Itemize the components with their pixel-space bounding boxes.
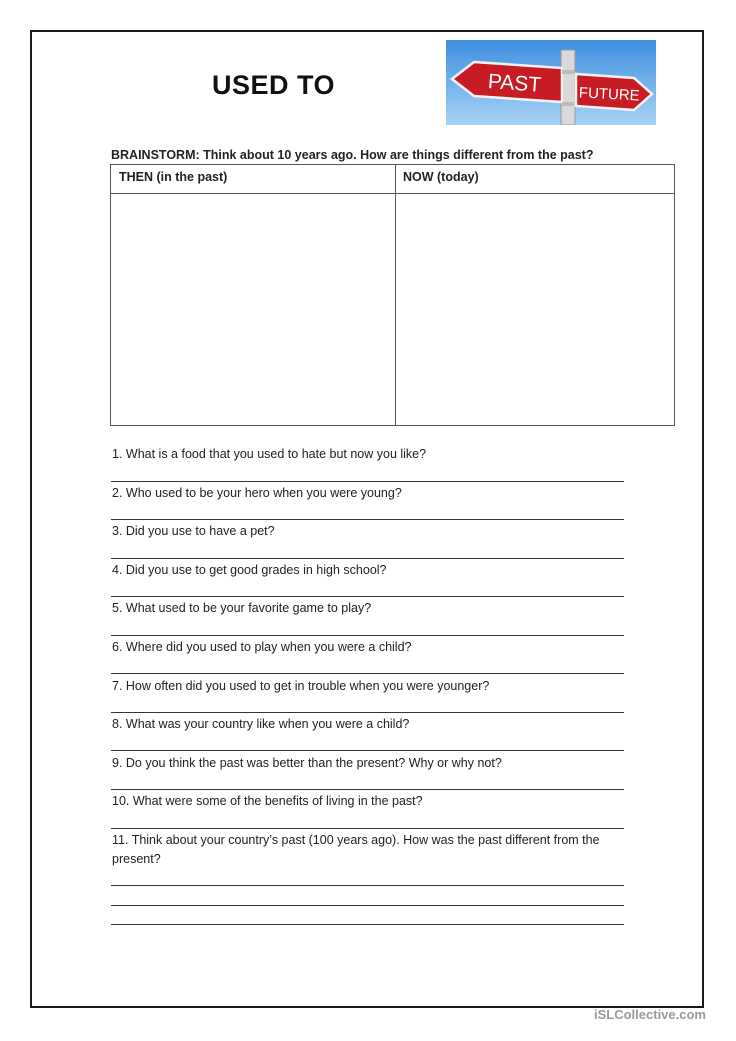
question-6: 6. Where did you used to play when you were a child? [112, 640, 412, 654]
watermark: iSLCollective.com [594, 1007, 706, 1022]
answer-line [111, 924, 624, 925]
table-column-divider [395, 165, 396, 425]
column-header-now: NOW (today) [403, 170, 479, 184]
brainstorm-prompt: BRAINSTORM: Think about 10 years ago. How are things different from the past? [111, 148, 594, 162]
question-2: 2. Who used to be your hero when you were young? [112, 486, 402, 500]
question-9: 9. Do you think the past was better than the present? Why or why not? [112, 756, 502, 770]
answer-line [111, 712, 624, 713]
answer-line [111, 635, 624, 636]
answer-line [111, 673, 624, 674]
answer-line [111, 789, 624, 790]
question-10: 10. What were some of the benefits of living in the past? [112, 794, 423, 808]
answer-line [111, 596, 624, 597]
past-future-signpost-image [446, 40, 656, 125]
answer-line [111, 905, 624, 906]
answer-line [111, 481, 624, 482]
answer-line [111, 558, 624, 559]
question-4: 4. Did you use to get good grades in high school? [112, 563, 387, 577]
question-1: 1. What is a food that you used to hate but now you like? [112, 447, 427, 461]
question-3: 3. Did you use to have a pet? [112, 524, 275, 538]
worksheet-title: USED TO [212, 70, 336, 100]
sign-future-label: FUTURE [578, 84, 641, 105]
answer-line [111, 828, 624, 829]
answer-line [111, 519, 624, 520]
answer-line [111, 885, 624, 886]
question-11: 11. Think about your country’s past (100 years ago). How was the past different from the present? [112, 833, 600, 866]
column-header-then: THEN (in the past) [119, 170, 228, 184]
question-5: 5. What used to be your favorite game to play? [112, 601, 372, 615]
sign-past-label: PAST [487, 70, 542, 97]
question-7: 7. How often did you used to get in trouble when you were younger? [112, 679, 490, 693]
question-8: 8. What was your country like when you were a child? [112, 717, 410, 731]
answer-line [111, 750, 624, 751]
table-header-divider [111, 193, 674, 194]
brainstorm-table [110, 164, 675, 426]
